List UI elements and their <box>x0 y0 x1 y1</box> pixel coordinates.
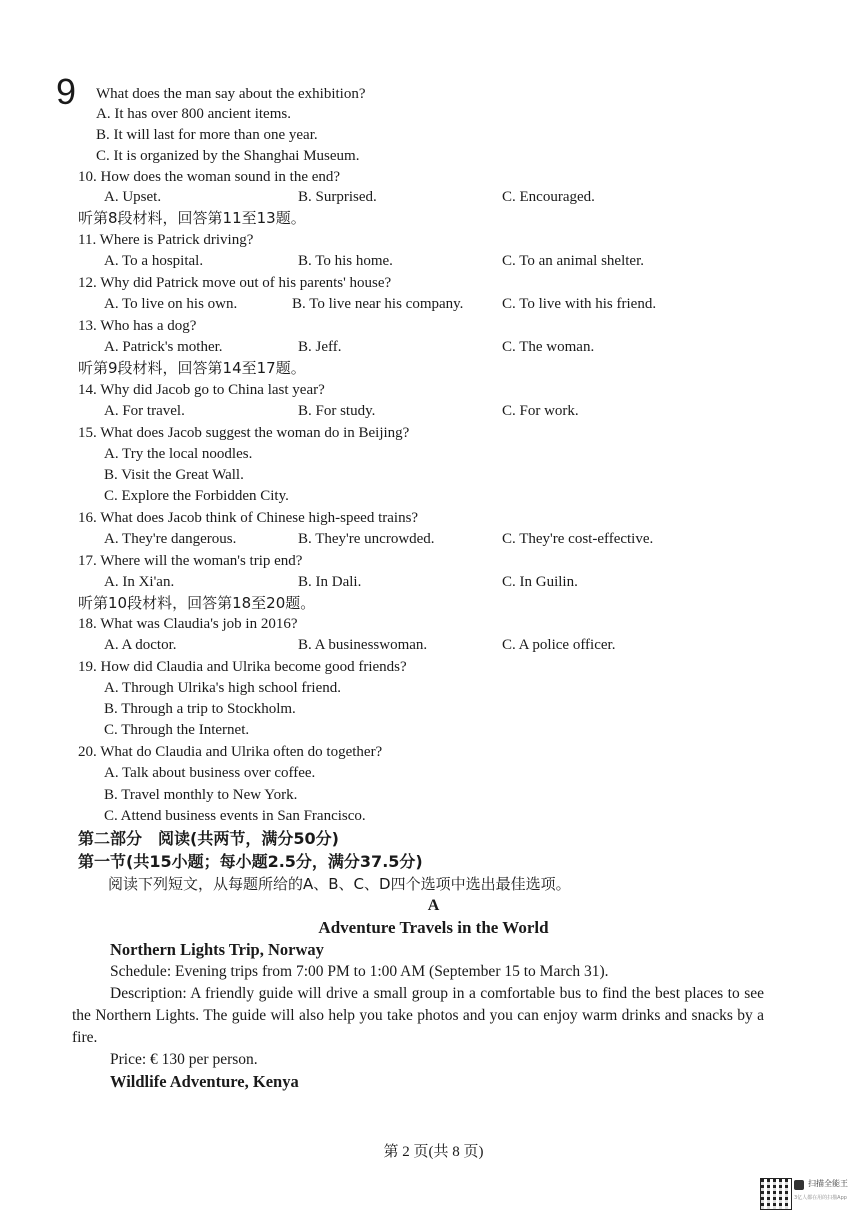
qr-code-icon <box>760 1178 792 1210</box>
trip-1-description: Description: A friendly guide will drive a small group in a comfortable bus to find the best places to see the Northern Lights. The guide will also help you take photos and you can enjoy warm drinks and snacks by a fire. <box>72 985 764 1046</box>
question-18: 18. What was Claudia's job in 2016? <box>78 616 298 632</box>
trip-1-schedule: Schedule: Evening trips from 7:00 PM to 1:00 AM (September 15 to March 31). <box>110 963 609 980</box>
question-13: 13. Who has a dog? <box>78 318 197 334</box>
q9-option-c: C. It is organized by the Shanghai Museum. <box>96 148 360 164</box>
q12-option-c: C. To live with his friend. <box>502 296 657 312</box>
scanner-app-title: 扫描全能王 <box>808 1179 848 1188</box>
trip-1-name: Northern Lights Trip, Norway <box>110 940 324 959</box>
q15-option-c: C. Explore the Forbidden City. <box>104 488 289 504</box>
q19-option-a: A. Through Ulrika's high school friend. <box>104 680 341 696</box>
q14-option-c: C. For work. <box>502 403 579 419</box>
section-8-heading: 听第8段材料，回答第11至13题。 <box>78 209 306 227</box>
question-12: 12. Why did Patrick move out of his parents' house? <box>78 275 392 291</box>
section-9-heading: 听第9段材料，回答第14至17题。 <box>78 359 306 377</box>
question-9: What does the man say about the exhibition? <box>96 86 366 102</box>
q10-option-c: C. Encouraged. <box>502 189 595 205</box>
q18-option-b: B. A businesswoman. <box>298 637 428 653</box>
question-15: 15. What does Jacob suggest the woman do in Beijing? <box>78 425 410 441</box>
q15-option-b: B. Visit the Great Wall. <box>104 467 244 483</box>
question-11: 11. Where is Patrick driving? <box>78 232 254 248</box>
q16-option-b: B. They're uncrowded. <box>298 531 435 547</box>
part-2-heading: 第二部分 阅读(共两节，满分50分) <box>78 829 339 848</box>
q17-option-b: B. In Dali. <box>298 574 362 590</box>
q13-option-c: C. The woman. <box>502 339 595 355</box>
q20-option-a: A. Talk about business over coffee. <box>104 765 316 781</box>
q18-option-c: C. A police officer. <box>502 637 616 653</box>
q11-option-c: C. To an animal shelter. <box>502 253 644 269</box>
q9-option-a: A. It has over 800 ancient items. <box>96 106 291 122</box>
q20-option-c: C. Attend business events in San Francisco. <box>104 808 366 824</box>
q14-option-a: A. For travel. <box>104 403 185 419</box>
q14-option-b: B. For study. <box>298 403 376 419</box>
page-question-number: 9 <box>56 71 77 112</box>
q13-option-b: B. Jeff. <box>298 339 342 355</box>
q19-option-c: C. Through the Internet. <box>104 722 250 738</box>
question-10: 10. How does the woman sound in the end? <box>78 169 341 185</box>
q11-option-b: B. To his home. <box>298 253 393 269</box>
q12-option-a: A. To live on his own. <box>104 296 238 312</box>
reading-instruction: 阅读下列短文，从每题所给的A、B、C、D四个选项中选出最佳选项。 <box>108 875 571 893</box>
question-19: 19. How did Claudia and Ulrika become good friends? <box>78 659 407 675</box>
section-10-heading: 听第10段材料，回答第18至20题。 <box>78 594 316 612</box>
q12-option-b: B. To live near his company. <box>292 296 464 312</box>
q17-option-a: A. In Xi'an. <box>104 574 175 590</box>
q18-option-a: A. A doctor. <box>104 637 177 653</box>
scanner-watermark <box>760 1178 856 1218</box>
q16-option-c: C. They're cost-effective. <box>502 531 654 547</box>
page-footer: 第 2 页(共 8 页) <box>383 1144 484 1160</box>
q16-option-a: A. They're dangerous. <box>104 531 237 547</box>
q10-option-a: A. Upset. <box>104 189 162 205</box>
question-17: 17. Where will the woman's trip end? <box>78 553 303 569</box>
q17-option-c: C. In Guilin. <box>502 574 578 590</box>
question-20: 20. What do Claudia and Ulrika often do together? <box>78 744 383 760</box>
q13-option-a: A. Patrick's mother. <box>104 339 223 355</box>
q20-option-b: B. Travel monthly to New York. <box>104 787 298 803</box>
question-16: 16. What does Jacob think of Chinese high-speed trains? <box>78 510 419 526</box>
q15-option-a: A. Try the local noodles. <box>104 446 253 462</box>
trip-2-name: Wildlife Adventure, Kenya <box>110 1072 299 1091</box>
passage-title: Adventure Travels in the World <box>318 918 549 937</box>
passage-letter: A <box>427 897 440 914</box>
section-1-heading: 第一节(共15小题；每小题2.5分，满分37.5分) <box>78 852 423 871</box>
scanner-app-subtitle: 3亿人都在用的扫描App <box>794 1195 847 1201</box>
scanner-logo-icon <box>794 1180 804 1190</box>
q11-option-a: A. To a hospital. <box>104 253 204 269</box>
q10-option-b: B. Surprised. <box>298 189 377 205</box>
q9-option-b: B. It will last for more than one year. <box>96 127 318 143</box>
trip-1-price: Price: € 130 per person. <box>110 1051 258 1068</box>
q19-option-b: B. Through a trip to Stockholm. <box>104 701 296 717</box>
question-14: 14. Why did Jacob go to China last year? <box>78 382 325 398</box>
